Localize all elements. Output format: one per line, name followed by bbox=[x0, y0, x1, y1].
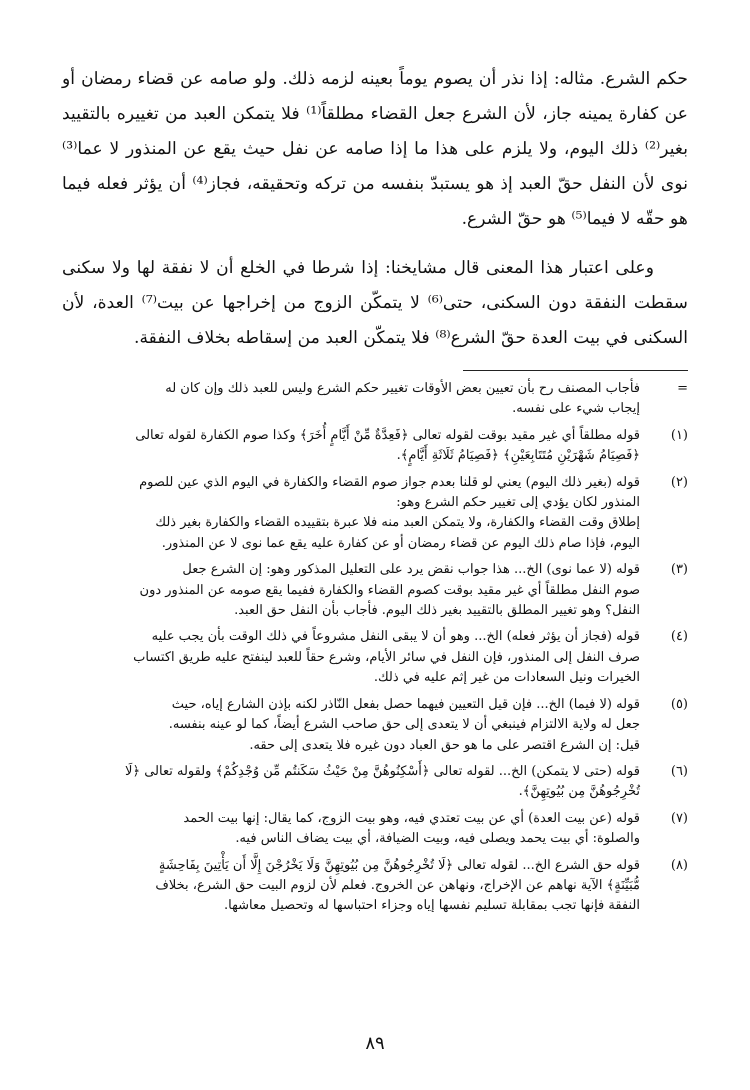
footnote-line: النفقة فإنها تجب بمقابلة تسليم نفسها إياه وجزاء احتباسها له وتحصيل معاشها. bbox=[224, 898, 640, 914]
footnote-2 bbox=[62, 473, 688, 555]
footnote-number: (٨) bbox=[670, 857, 688, 873]
footnote-number: (٣) bbox=[670, 562, 688, 578]
footnote-line: قوله (لا فيما) الخ... فإن قيل التعيين فيهما حصل بفعل النّاذر لكنه بإذن الشارع إياه، حيث bbox=[171, 696, 640, 712]
main-paragraph-2: وعلى اعتبار هذا المعنى قال مشايخنا: إذا شرطا في الخلع أن لا نفقة لها ولا سكنى سقطت النفقة دون السكنى، حتى⁽⁶⁾ لا يتمكّن الزوج من إخراجها عن بيت⁽⁷⁾ العدة، لأن السكنى في بيت العدة حقّ الشرع⁽⁸⁾ فلا يتمكّن العبد من إسقاطه بخلاف النفقة. bbox=[62, 258, 689, 348]
footnote-4 bbox=[62, 627, 688, 688]
footnote-line: تُخْرِجُوهُنَّ مِن بُيُوتِهِنَّ﴾. bbox=[518, 784, 640, 800]
footnote-line: قوله (بغير ذلك اليوم) يعني لو قلنا بعدم جواز صوم القضاء والكفارة في اليوم الذي عين للصوم bbox=[139, 474, 640, 490]
footnote-line: قيل: إن الشرع اقتصر على ما هو حق العباد دون غيره فلا يتعدى إلى حقه. bbox=[249, 737, 640, 753]
footnote-line: اليوم، فإذا صام ذلك اليوم عن قضاء رمضان أو عن كفارة عليه يقع عما نوى لا عن المنذور. bbox=[161, 535, 640, 551]
footnote-line: الخيرات ونيل السعادات من غير إثم عليه في ذلك. bbox=[373, 670, 640, 686]
footnote-line: قوله (لا عما نوى) الخ... هذا جواب نقض يرد على التعليل المذكور وهو: إن الشرع جعل bbox=[182, 562, 640, 578]
page bbox=[62, 62, 688, 1060]
footnote-line: المنذور لكان يؤدي إلى تغيير حكم الشرع وهو: bbox=[396, 495, 640, 511]
footnote-line: والصلوة: أي بيت يحمد ويصلى فيه، وبيت الضيافة، أي بيت يضاف الناس فيه. bbox=[235, 831, 640, 847]
footnote-line: صوم النفل مطلقاً أي غير مقيد بوقت كصوم القضاء والكفارة ففيما يقع صومه عن المنذور دون bbox=[139, 582, 640, 598]
footnote-line: جعل له ولاية الالتزام فينبغي أن لا يتعدى إلى حق صاحب الشرع أيضاً، كما لو عينه بنفسه. bbox=[168, 717, 640, 733]
footnote-line: إطلاق وقت القضاء والكفارة، ولا يتمكن العبد منه فلا عبرة بتقييده القضاء والكفارة بغير ذلك bbox=[155, 515, 640, 531]
footnote-line: قوله (حتى لا يتمكن) الخ... لقوله تعالى ﴿أَسْكِنُوهُنَّ مِنْ حَيْثُ سَكَنتُم مِّن وُجْدِكُمْ﴾ ولقوله تعالى ﴿لَا bbox=[125, 763, 640, 779]
footnote-number: (٦) bbox=[670, 763, 688, 779]
footnote-number: (١) bbox=[670, 427, 688, 443]
footnote-5 bbox=[62, 695, 688, 756]
footnote-line: قوله مطلقاً أي غير مقيد بوقت لقوله تعالى ﴿فَعِدَّةٌ مِّنْ أَيَّامٍ أُخَرَ﴾ وكذا صوم الكفارة لقوله تعالى bbox=[135, 427, 640, 443]
footnote-1 bbox=[62, 426, 688, 467]
footnote-line: قوله (عن بيت العدة) أي عن بيت تعتدي فيه، وهو بيت الزوج، كما يقال: إنها بيت الحمد bbox=[183, 810, 640, 826]
footnote-line: صرف النفل إلى المنذور، فإن النفل في سائر الأيام، وشرع حقاً للعبد لينفتح عليه طريق اكتساب bbox=[133, 649, 640, 665]
continuation-marker: = bbox=[677, 381, 688, 396]
footnote-divider bbox=[463, 370, 688, 371]
footnote-6 bbox=[62, 762, 688, 803]
footnote-line: إيجاب شيء على نفسه. bbox=[512, 401, 640, 417]
footnote-number: (٥) bbox=[670, 696, 688, 712]
main-text bbox=[62, 62, 688, 356]
footnote-line: فأجاب المصنف رح بأن تعيين بعض الأوقات تغيير حكم الشرع وليس للعبد ذلك وإن كان له bbox=[165, 381, 640, 396]
footnote-line: قوله حق الشرع الخ... لقوله تعالى ﴿لَا تُخْرِجُوهُنَّ مِن بُيُوتِهِنَّ وَلَا يَخْرُجْنَ إِلَّا أَن يَأْتِينَ بِفَاحِشَةٍ bbox=[158, 857, 640, 873]
footnotes bbox=[62, 379, 688, 917]
footnote-number: (٤) bbox=[670, 629, 688, 645]
footnote-line: النفل؟ وهو تغيير المطلق بالتقييد بغير ذلك اليوم. فأجاب بأن النفل حق العبد. bbox=[234, 603, 640, 619]
footnote-line: قوله (فجاز أن يؤثر فعله) الخ... وهو أن لا يبقى النفل مشروعاً في ذلك الوقت بأن يجب عليه bbox=[151, 629, 640, 645]
footnote-3 bbox=[62, 560, 688, 621]
page-number: ٨٩ bbox=[365, 1033, 385, 1054]
footnote-line: ﴿فَصِيَامُ شَهْرَيْنِ مُتَتَابِعَيْنِ﴾ ﴿فَصِيَامُ ثَلَاثَةِ أَيَّامٍ﴾. bbox=[396, 448, 640, 464]
footnote-line: مُّبَيِّنَةٍ﴾ الآية نهاهم عن الإخراج، ونهاهن عن الخروج. فعلم لأن لزوم البيت حق الشرع، بخلاف bbox=[155, 877, 640, 893]
footnote-8 bbox=[62, 856, 688, 917]
main-paragraph-1: حكم الشرع. مثاله: إذا نذر أن يصوم يوماً بعينه لزمه ذلك. ولو صامه عن قضاء رمضان أو عن كفارة يمينه جاز، لأن الشرع جعل القضاء مطلقاً⁽¹⁾ فلا يتمكن العبد من تغييره بالتقييد بغير⁽²⁾ ذلك اليوم، ولا يلزم على هذا ما إذا صامه عن نفل حيث يقع عن المنذور لا عما⁽³⁾ نوى لأن النفل حقّ العبد إذ هو يستبدّ بنفسه من تركه وتحقيقه، فجاز⁽⁴⁾ أن يؤثر فعله فيما هو حقّه لا فيما⁽⁵⁾ هو حقّ الشرع. bbox=[62, 69, 688, 229]
footnote-7 bbox=[62, 809, 688, 850]
footnote-number: (٧) bbox=[670, 810, 688, 826]
footnote-number: (٢) bbox=[670, 474, 688, 490]
footnote-continuation bbox=[62, 379, 688, 420]
